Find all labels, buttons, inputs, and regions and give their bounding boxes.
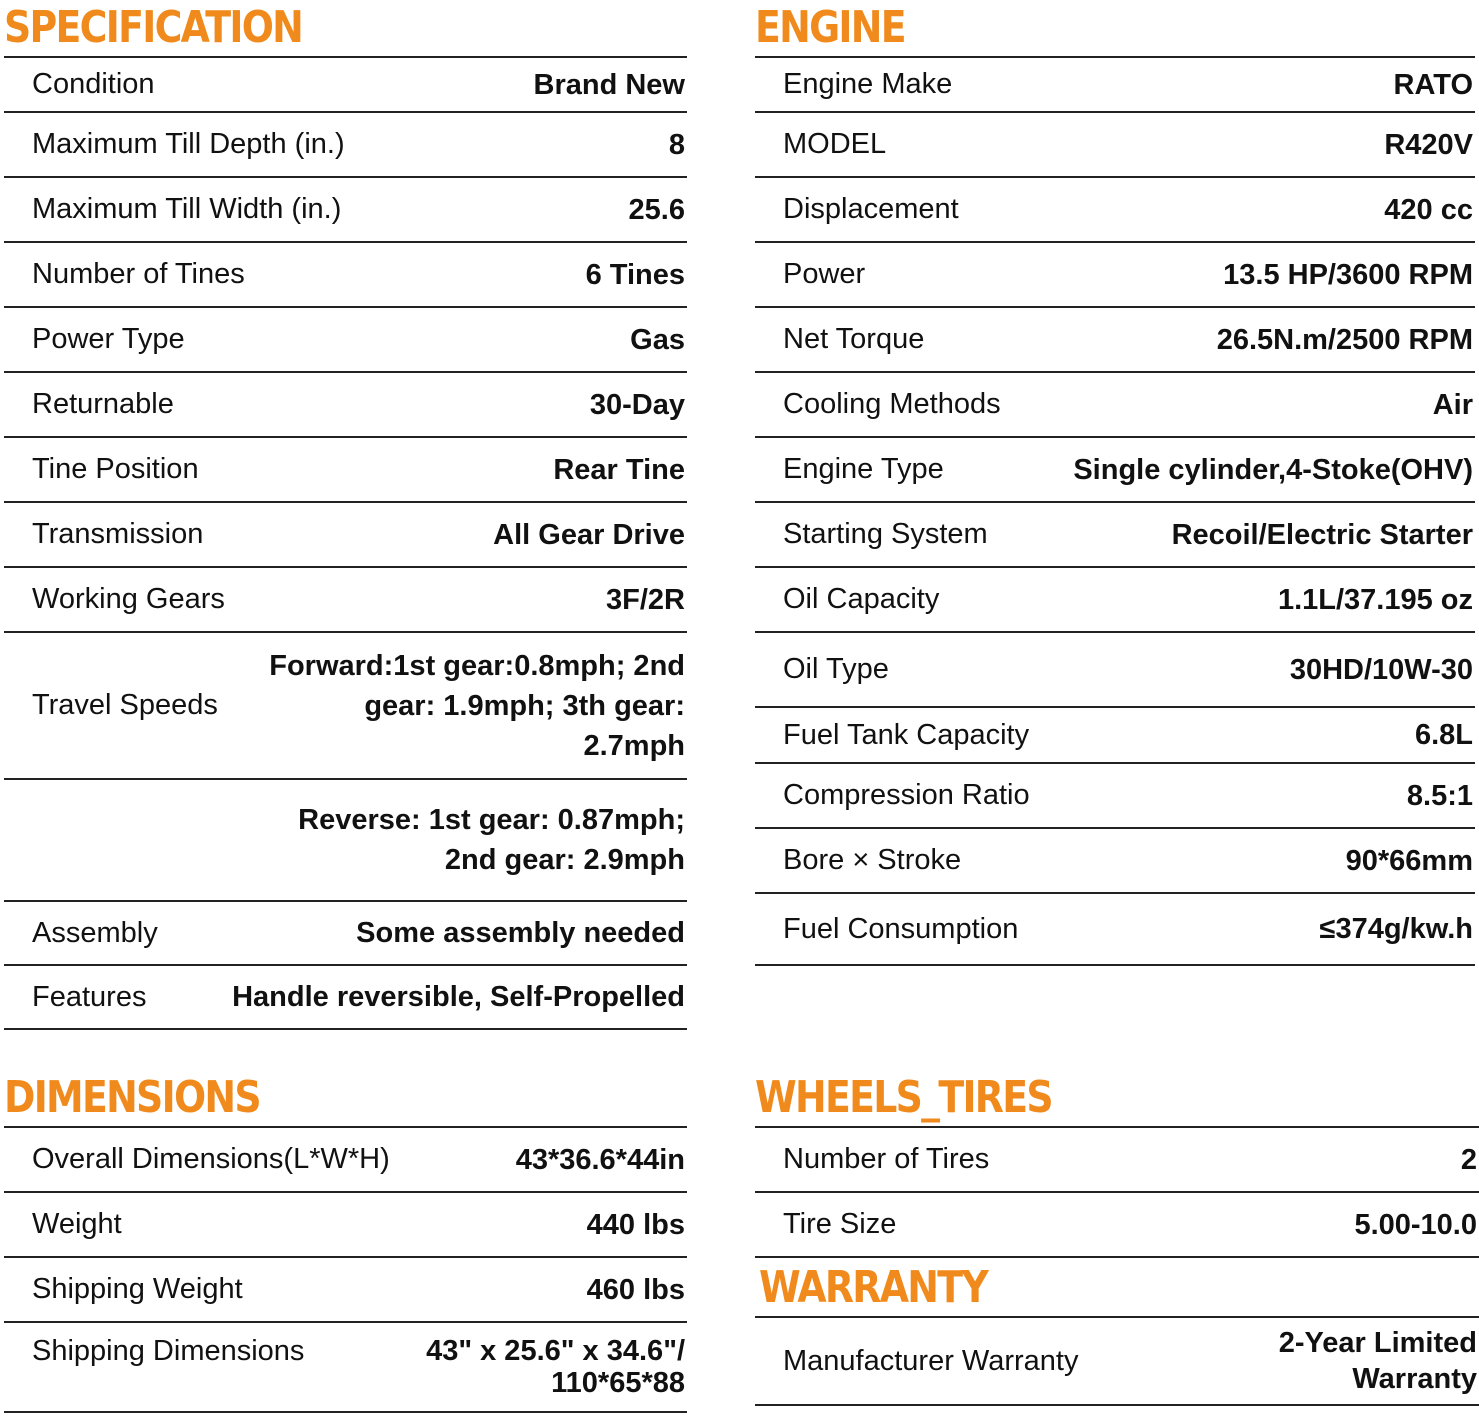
engine-row-fuel-consumption bbox=[755, 894, 1475, 966]
specification-table bbox=[4, 56, 687, 1030]
dims-value bbox=[426, 1335, 685, 1399]
dims-value-line: 110*65*88 bbox=[551, 1367, 685, 1399]
engine-row-type bbox=[755, 438, 1475, 503]
spec-row-tines bbox=[4, 243, 687, 308]
spec-value: All Gear Drive bbox=[493, 518, 685, 551]
engine-section bbox=[755, 0, 1475, 966]
engine-value: Single cylinder,4-Stoke(OHV) bbox=[1073, 453, 1473, 486]
engine-label: Fuel Tank Capacity bbox=[783, 718, 1030, 751]
spec-value: 6 Tines bbox=[585, 258, 685, 291]
engine-value: 30HD/10W-30 bbox=[1289, 653, 1473, 686]
wheels-label: Number of Tires bbox=[783, 1143, 990, 1175]
dims-label: Shipping Weight bbox=[32, 1273, 243, 1305]
wheels-value: 2 bbox=[1460, 1143, 1477, 1176]
engine-row-starting bbox=[755, 503, 1475, 568]
spec-value: Forward:1st gear:0.8mph; 2nd gear: 1.9mph; 3th gear: 2.7mph bbox=[269, 649, 685, 762]
engine-row-compression bbox=[755, 764, 1475, 829]
spec-value: Gas bbox=[630, 323, 685, 356]
dims-value-line: 43" x 25.6" x 34.6"/ bbox=[426, 1335, 685, 1367]
warranty-title: WARRANTY bbox=[759, 1262, 988, 1313]
spec-row-features bbox=[4, 966, 687, 1030]
spec-label: Number of Tines bbox=[32, 258, 245, 290]
wheels-tires-table bbox=[755, 1126, 1479, 1258]
engine-label: Net Torque bbox=[783, 323, 925, 355]
engine-value: 90*66mm bbox=[1345, 844, 1473, 877]
dims-row-overall bbox=[4, 1128, 687, 1193]
engine-row-net-torque bbox=[755, 308, 1475, 373]
dims-row-shipping-weight bbox=[4, 1258, 687, 1323]
spec-label: Power Type bbox=[32, 323, 185, 355]
engine-row-oil-type bbox=[755, 633, 1475, 708]
engine-value: 8.5:1 bbox=[1406, 779, 1473, 812]
spec-label: Working Gears bbox=[32, 583, 225, 615]
engine-value: Recoil/Electric Starter bbox=[1171, 518, 1473, 551]
engine-row-model bbox=[755, 113, 1475, 178]
engine-value: Air bbox=[1432, 388, 1473, 421]
engine-title: ENGINE bbox=[755, 2, 905, 53]
engine-label: Displacement bbox=[783, 193, 959, 225]
engine-row-bore-stroke bbox=[755, 829, 1475, 894]
spec-row-assembly bbox=[4, 902, 687, 966]
wheels-value: 5.00-10.0 bbox=[1354, 1208, 1477, 1241]
spec-row-power-type bbox=[4, 308, 687, 373]
dims-label: Overall Dimensions(L*W*H) bbox=[32, 1143, 390, 1175]
spec-label: Transmission bbox=[32, 518, 204, 550]
engine-value: 13.5 HP/3600 RPM bbox=[1223, 258, 1473, 291]
spec-row-reverse-speeds bbox=[4, 780, 687, 902]
spec-row-condition bbox=[4, 58, 687, 113]
dims-row-shipping-dimensions bbox=[4, 1323, 687, 1413]
spec-row-working-gears bbox=[4, 568, 687, 633]
wheels-tires-section bbox=[755, 1070, 1479, 1258]
wheels-row-tire-count bbox=[755, 1128, 1479, 1193]
engine-label: Bore × Stroke bbox=[783, 844, 962, 876]
spec-value: Some assembly needed bbox=[356, 917, 685, 949]
spec-label: Maximum Till Width (in.) bbox=[32, 193, 342, 225]
spec-row-travel-speeds bbox=[4, 633, 687, 780]
engine-row-fuel-tank bbox=[755, 708, 1475, 764]
engine-value: RATO bbox=[1393, 68, 1473, 101]
wheels-tires-title: WHEELS_TIRES bbox=[755, 1072, 1052, 1123]
engine-row-make bbox=[755, 58, 1475, 113]
engine-value: 420 cc bbox=[1384, 193, 1473, 226]
spec-row-tine-position bbox=[4, 438, 687, 503]
dims-value: 43*36.6*44in bbox=[515, 1143, 685, 1176]
spec-row-returnable bbox=[4, 373, 687, 438]
spec-value: Reverse: 1st gear: 0.87mph; 2nd gear: 2.9mph bbox=[298, 804, 685, 876]
engine-label: Oil Capacity bbox=[783, 583, 940, 615]
engine-label: Power bbox=[783, 258, 866, 290]
spec-value: Handle reversible, Self-Propelled bbox=[232, 981, 685, 1013]
spec-label: Tine Position bbox=[32, 453, 199, 485]
warranty-table bbox=[755, 1316, 1479, 1406]
spec-value: 25.6 bbox=[628, 193, 685, 226]
spec-label: Features bbox=[32, 980, 147, 1013]
engine-label: Oil Type bbox=[783, 653, 889, 685]
spec-value: 3F/2R bbox=[606, 583, 685, 616]
dims-value: 460 lbs bbox=[586, 1273, 685, 1306]
spec-value: Rear Tine bbox=[553, 453, 685, 486]
engine-label: MODEL bbox=[783, 128, 887, 160]
spec-row-till-depth bbox=[4, 113, 687, 178]
dims-row-weight bbox=[4, 1193, 687, 1258]
spec-row-transmission bbox=[4, 503, 687, 568]
spec-label: Maximum Till Depth (in.) bbox=[32, 128, 345, 160]
spec-value: 8 bbox=[668, 128, 685, 161]
dimensions-title: DIMENSIONS bbox=[4, 1072, 260, 1123]
warranty-value-line: Warranty bbox=[1352, 1363, 1477, 1395]
warranty-value-line: 2-Year Limited bbox=[1278, 1327, 1477, 1359]
spec-label: Returnable bbox=[32, 388, 174, 420]
engine-value: 1.1L/37.195 oz bbox=[1277, 583, 1473, 616]
wheels-row-tire-size bbox=[755, 1193, 1479, 1258]
engine-row-power bbox=[755, 243, 1475, 308]
warranty-row-manufacturer bbox=[755, 1318, 1479, 1406]
engine-row-displacement bbox=[755, 178, 1475, 243]
engine-label: Compression Ratio bbox=[783, 779, 1030, 811]
dimensions-section bbox=[4, 1070, 687, 1413]
dims-label: Weight bbox=[32, 1208, 122, 1240]
engine-row-cooling bbox=[755, 373, 1475, 438]
specification-title: SPECIFICATION bbox=[4, 2, 303, 53]
engine-label: Engine Make bbox=[783, 68, 953, 100]
spec-label: Travel Speeds bbox=[32, 689, 218, 721]
warranty-section bbox=[759, 1260, 1479, 1406]
dimensions-table bbox=[4, 1126, 687, 1413]
spec-label: Condition bbox=[32, 68, 155, 100]
engine-label: Engine Type bbox=[783, 453, 944, 485]
engine-label: Fuel Consumption bbox=[783, 912, 1019, 945]
engine-value: R420V bbox=[1384, 128, 1473, 161]
spec-value: 30-Day bbox=[589, 388, 685, 421]
engine-value: 26.5N.m/2500 RPM bbox=[1216, 323, 1473, 356]
specification-section bbox=[4, 0, 687, 1030]
warranty-value bbox=[1279, 1325, 1477, 1397]
engine-value: ≤374g/kw.h bbox=[1319, 913, 1473, 945]
engine-table bbox=[755, 56, 1475, 966]
engine-row-oil-capacity bbox=[755, 568, 1475, 633]
warranty-label: Manufacturer Warranty bbox=[783, 1344, 1079, 1377]
engine-label: Cooling Methods bbox=[783, 388, 1001, 420]
engine-value: 6.8L bbox=[1414, 719, 1473, 751]
spec-label: Assembly bbox=[32, 916, 158, 949]
engine-label: Starting System bbox=[783, 518, 988, 550]
dims-label: Shipping Dimensions bbox=[32, 1335, 305, 1367]
spec-row-till-width bbox=[4, 178, 687, 243]
dims-value: 440 lbs bbox=[586, 1208, 685, 1241]
wheels-label: Tire Size bbox=[783, 1208, 897, 1240]
spec-value: Brand New bbox=[533, 68, 685, 101]
